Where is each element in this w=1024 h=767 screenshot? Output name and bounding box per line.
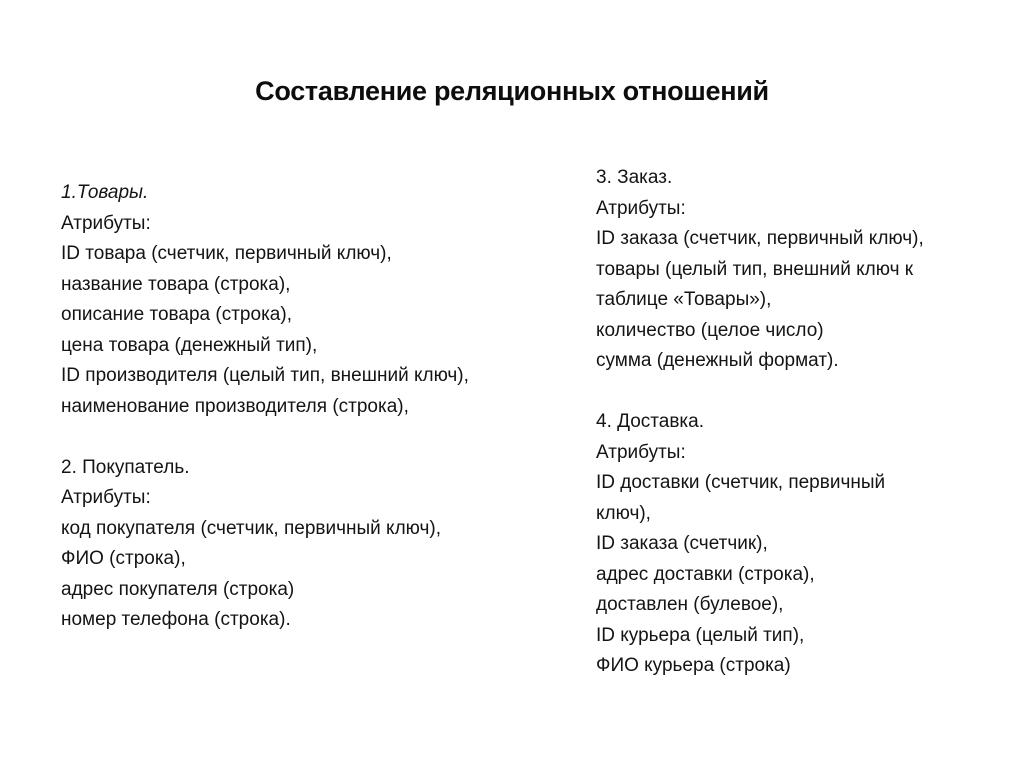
attribute-line: доставлен (булевое), xyxy=(596,594,784,615)
attribute-line: ID товара (счетчик, первичный ключ), xyxy=(61,243,392,264)
attribute-line: ID доставки (счетчик, первичный xyxy=(596,472,886,493)
attribute-line: количество (целое число) xyxy=(596,319,824,341)
attributes-label: Атрибуты: xyxy=(61,487,151,508)
attribute-line: ФИО курьера (строка) xyxy=(596,655,791,676)
entity-customer xyxy=(61,453,581,636)
attribute-line: товары (целый тип, внешний ключ к xyxy=(596,258,914,280)
right-column xyxy=(596,163,996,682)
entity-title: 4. Доставка. xyxy=(596,411,704,432)
slide-title: Составление реляционных отношений xyxy=(255,76,769,106)
attribute-line: название товара (строка), xyxy=(61,273,291,295)
attribute-line: номер телефона (строка). xyxy=(61,609,291,630)
attributes-label: Атрибуты: xyxy=(61,212,151,234)
attribute-line: ID курьера (целый тип), xyxy=(596,624,805,646)
attribute-line: адрес покупателя (строка) xyxy=(61,578,295,600)
attributes-label: Атрибуты: xyxy=(596,197,686,219)
attribute-line: код покупателя (счетчик, первичный ключ), xyxy=(61,517,441,539)
attribute-line: ФИО (строка), xyxy=(61,548,186,569)
attribute-line: наименование производителя (строка), xyxy=(61,395,409,417)
attribute-line: цена товара (денежный тип), xyxy=(61,334,318,356)
attributes-label: Атрибуты: xyxy=(596,441,686,463)
attribute-line: таблице «Товары»), xyxy=(596,289,772,310)
attribute-line: ID заказа (счетчик, первичный ключ), xyxy=(596,228,924,249)
entity-order xyxy=(596,163,996,377)
attribute-line: ID заказа (счетчик), xyxy=(596,533,768,554)
entity-title: 3. Заказ. xyxy=(596,167,673,188)
attribute-line: ID производителя (целый тип, внешний ключ), xyxy=(61,365,469,386)
attribute-line: описание товара (строка), xyxy=(61,304,292,325)
left-column xyxy=(61,178,581,636)
entity-title: 2. Покупатель. xyxy=(61,456,190,478)
entity-products xyxy=(61,178,581,422)
attribute-line: адрес доставки (строка), xyxy=(596,563,815,585)
attribute-line: сумма (денежный формат). xyxy=(596,350,839,371)
entity-title: 1.Товары. xyxy=(61,182,149,203)
attribute-line: ключ), xyxy=(596,502,651,524)
entity-delivery xyxy=(596,407,996,682)
